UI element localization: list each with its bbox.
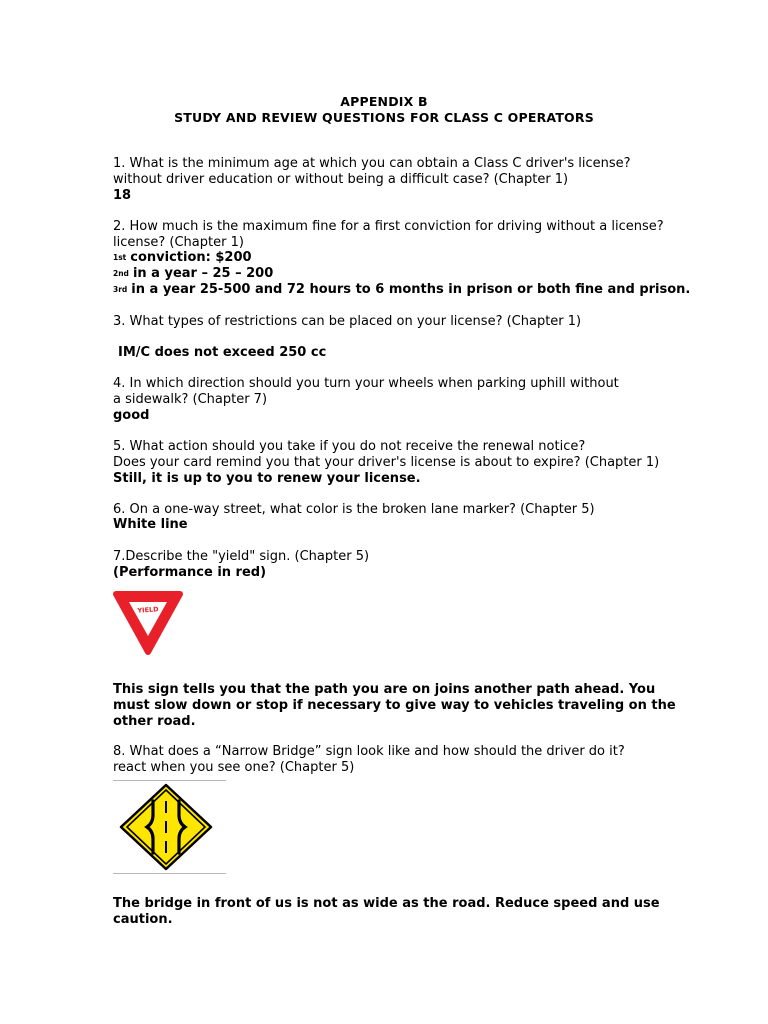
answer-1: 18 — [113, 188, 132, 203]
question-1-line-1: 1. What is the minimum age at which you can obtain a Class C driver's license? — [113, 156, 631, 171]
question-5-line-1: 5. What action should you take if you do not receive the renewal notice? — [113, 439, 586, 454]
answer-7: (Performance in red) — [113, 565, 267, 580]
question-4-line-1: 4. In which direction should you turn your wheels when parking uphill without — [113, 376, 619, 391]
answer-2-second — [113, 266, 273, 282]
ordinal-third: 3rd — [113, 285, 128, 294]
yield-explanation: This sign tells you that the path you are on joins another path ahead. You must slow down or stop if necessary to give way to vehicles traveling on the other road. — [113, 682, 676, 729]
question-3-line-1: 3. What types of restrictions can be placed on your license? (Chapter 1) — [113, 314, 582, 329]
answer-5: Still, it is up to you to renew your license. — [113, 471, 421, 486]
question-8-line-2: react when you see one? (Chapter 5) — [113, 760, 355, 775]
question-4-line-2: a sidewalk? (Chapter 7) — [113, 392, 268, 407]
document-subtitle: STUDY AND REVIEW QUESTIONS FOR CLASS C OPERATORS — [174, 110, 594, 125]
answer-4: good — [113, 408, 150, 423]
question-7-line-1: 7.Describe the "yield" sign. (Chapter 5) — [113, 549, 370, 564]
answer-6: White line — [113, 517, 188, 532]
narrow-bridge-sign-icon — [119, 783, 213, 871]
answer-2-third — [113, 282, 690, 298]
question-6-line-1: 6. On a one-way street, what color is the broken lane marker? (Chapter 5) — [113, 502, 595, 517]
image-bottom-rule — [113, 873, 226, 874]
ordinal-first: 1st — [113, 253, 127, 262]
question-2-line-2: license? (Chapter 1) — [113, 235, 244, 250]
ordinal-second: 2nd — [113, 269, 129, 278]
answer-2-first — [113, 250, 252, 266]
answer-2-second-text: in a year – 25 – 200 — [132, 266, 274, 281]
yield-sign-icon — [112, 590, 184, 656]
answer-3: IM/C does not exceed 250 cc — [118, 345, 327, 360]
question-8-line-1: 8. What does a “Narrow Bridge” sign look like and how should the driver do it? — [113, 744, 625, 759]
yield-sign-text: YIELD — [137, 605, 159, 615]
appendix-title: APPENDIX B — [340, 94, 428, 109]
image-top-rule — [113, 780, 226, 781]
answer-2-first-text: conviction: $200 — [130, 250, 252, 265]
question-5-line-2: Does your card remind you that your driver's license is about to expire? (Chapter 1) — [113, 455, 660, 470]
narrow-bridge-explanation: The bridge in front of us is not as wide as the road. Reduce speed and use caution. — [113, 896, 660, 927]
answer-2-third-text: in a year 25-500 and 72 hours to 6 months in prison or both fine and prison. — [131, 282, 691, 297]
question-2-line-1: 2. How much is the maximum fine for a first conviction for driving without a license? — [113, 219, 664, 234]
question-1-line-2: without driver education or without being a difficult case? (Chapter 1) — [113, 172, 569, 187]
